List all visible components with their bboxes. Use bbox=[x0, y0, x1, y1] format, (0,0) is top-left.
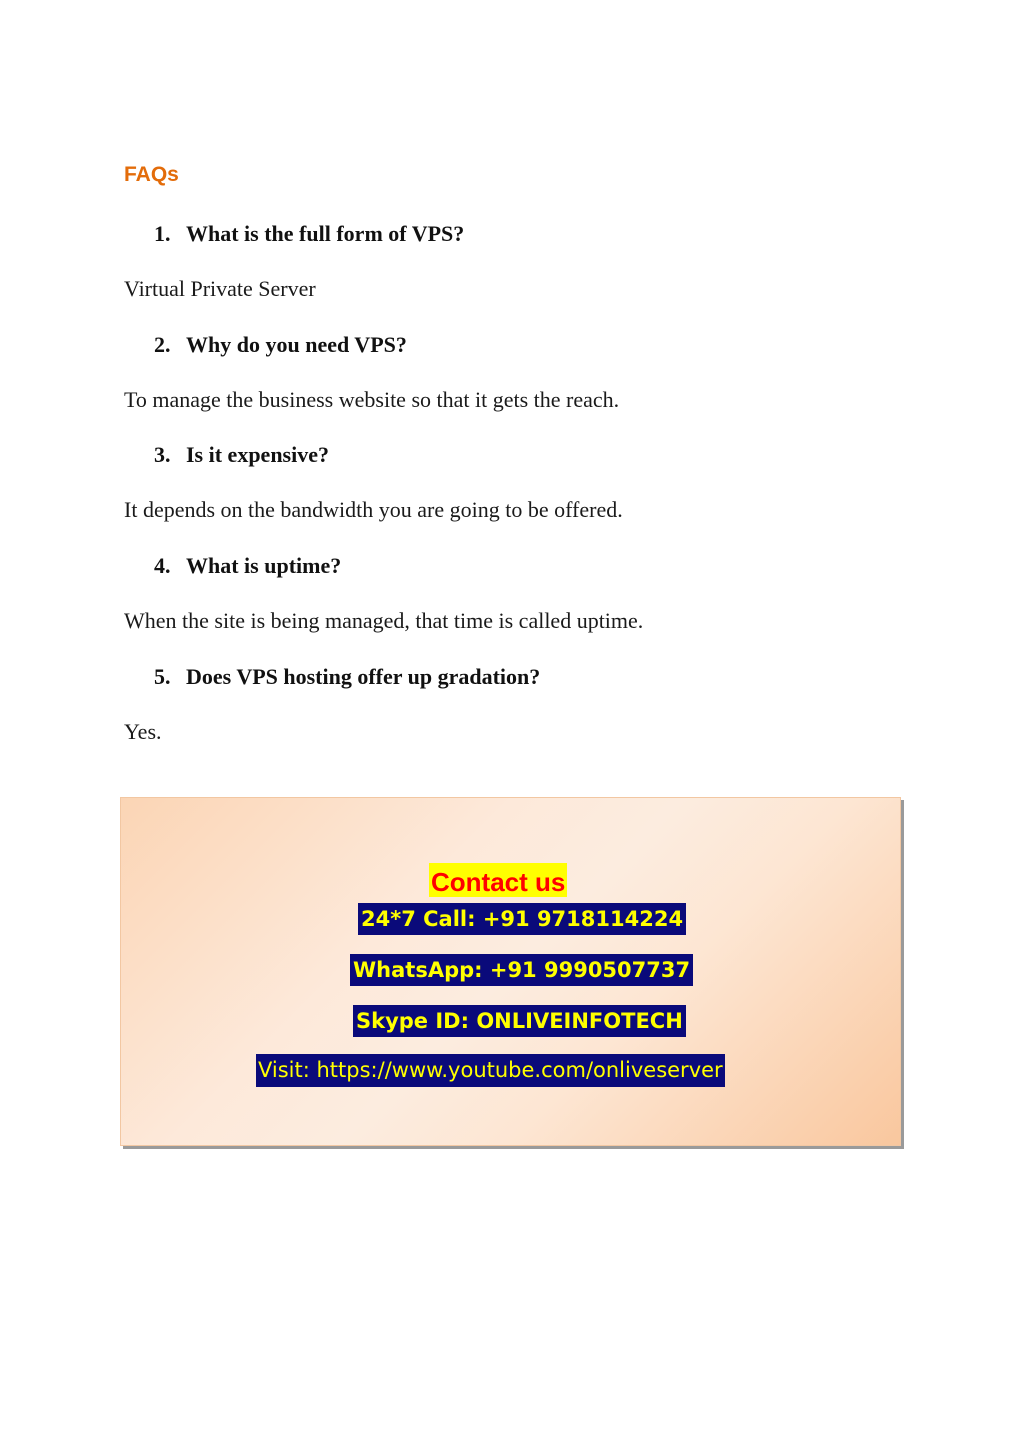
faq-number: 5. bbox=[154, 664, 171, 689]
faqs-heading: FAQs bbox=[124, 163, 179, 186]
faq-answer-3: It depends on the bandwidth you are going to be offered. bbox=[124, 497, 623, 522]
contact-call[interactable]: 24*7 Call: +91 9718114224 bbox=[358, 903, 686, 935]
faq-number: 1. bbox=[154, 221, 171, 246]
contact-whatsapp[interactable]: WhatsApp: +91 9990507737 bbox=[350, 954, 693, 986]
faq-answer-1: Virtual Private Server bbox=[124, 276, 316, 301]
faq-question-text: Is it expensive? bbox=[186, 442, 329, 467]
contact-skype[interactable]: Skype ID: ONLIVEINFOTECH bbox=[353, 1005, 686, 1037]
faq-question-4 bbox=[154, 553, 341, 579]
faq-question-text: Does VPS hosting offer up gradation? bbox=[186, 664, 541, 689]
faq-question-3 bbox=[154, 442, 329, 468]
contact-visit-link[interactable]: Visit: https://www.youtube.com/onliveserver bbox=[256, 1054, 725, 1087]
faq-question-text: What is uptime? bbox=[186, 553, 342, 578]
faq-number: 3. bbox=[154, 442, 171, 467]
faq-answer-5: Yes. bbox=[124, 719, 162, 744]
faq-question-5 bbox=[154, 664, 540, 690]
faq-answer-2: To manage the business website so that it gets the reach. bbox=[124, 387, 620, 412]
faq-number: 2. bbox=[154, 332, 171, 357]
faq-answer-4: When the site is being managed, that time is called uptime. bbox=[124, 608, 644, 633]
faq-question-text: Why do you need VPS? bbox=[186, 332, 407, 357]
faq-question-2 bbox=[154, 332, 407, 358]
contact-title: Contact us bbox=[429, 863, 567, 897]
faq-question-text: What is the full form of VPS? bbox=[186, 221, 465, 246]
faq-question-1 bbox=[154, 221, 464, 247]
faq-number: 4. bbox=[154, 553, 171, 578]
